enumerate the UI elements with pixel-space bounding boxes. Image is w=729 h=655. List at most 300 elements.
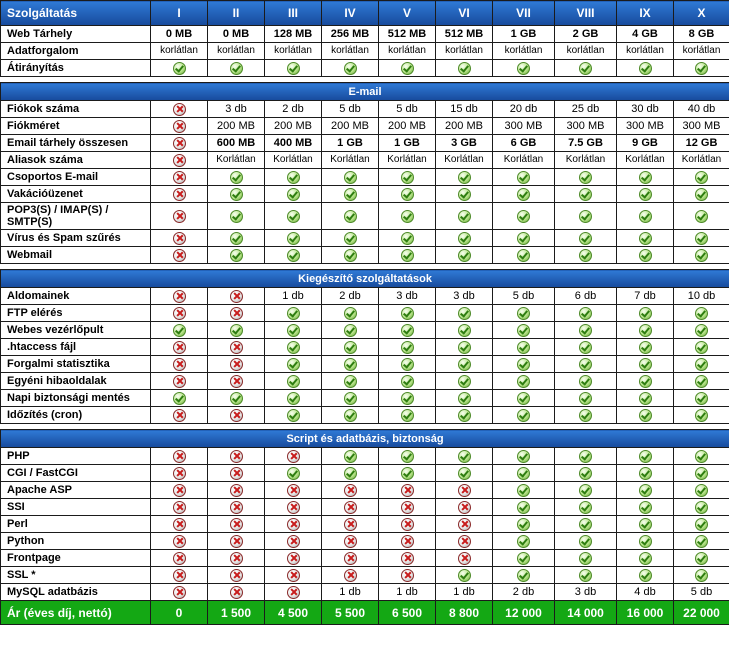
row-label: MySQL adatbázis (1, 584, 151, 601)
cell (493, 203, 555, 230)
cross-icon (401, 535, 414, 548)
cell (674, 356, 729, 373)
cell: 1 GB (379, 135, 436, 152)
check-icon (695, 171, 708, 184)
check-icon (579, 409, 592, 422)
price-cell: 16 000 (617, 601, 674, 625)
cell (493, 247, 555, 264)
cell (322, 550, 379, 567)
table-row (1, 407, 729, 424)
check-icon (639, 518, 652, 531)
cell (151, 288, 208, 305)
cell (151, 135, 208, 152)
table-row (1, 465, 729, 482)
cell (493, 390, 555, 407)
cell (208, 584, 265, 601)
cell (151, 186, 208, 203)
cell (555, 356, 617, 373)
cell (151, 499, 208, 516)
check-icon (517, 171, 530, 184)
price-cell: 4 500 (265, 601, 322, 625)
cell (436, 465, 493, 482)
cell (265, 203, 322, 230)
check-icon (173, 392, 186, 405)
cell (617, 407, 674, 424)
cell (208, 407, 265, 424)
cell (555, 499, 617, 516)
check-icon (639, 535, 652, 548)
check-icon (695, 62, 708, 75)
cell (617, 448, 674, 465)
cell (322, 186, 379, 203)
cell (379, 567, 436, 584)
cell (674, 60, 729, 77)
cell (493, 322, 555, 339)
cell (555, 533, 617, 550)
cell (151, 390, 208, 407)
cell (493, 339, 555, 356)
section-header (1, 270, 729, 288)
cell (555, 305, 617, 322)
row-label: Python (1, 533, 151, 550)
cross-icon (173, 171, 186, 184)
cross-icon (173, 232, 186, 245)
cell (617, 247, 674, 264)
check-icon (230, 62, 243, 75)
cell (151, 465, 208, 482)
cell (674, 407, 729, 424)
check-icon (579, 552, 592, 565)
check-icon (287, 188, 300, 201)
cell: 20 db (493, 101, 555, 118)
check-icon (695, 358, 708, 371)
check-icon (579, 501, 592, 514)
check-icon (401, 232, 414, 245)
check-icon (579, 375, 592, 388)
cell (436, 305, 493, 322)
cell (265, 373, 322, 390)
cell (151, 373, 208, 390)
check-icon (287, 232, 300, 245)
cell (151, 482, 208, 499)
cell: 128 MB (265, 26, 322, 43)
cell (151, 533, 208, 550)
table-row (1, 186, 729, 203)
cell (674, 339, 729, 356)
check-icon (458, 171, 471, 184)
check-icon (579, 518, 592, 531)
cell (555, 169, 617, 186)
cell (674, 322, 729, 339)
cell (436, 247, 493, 264)
cell (265, 482, 322, 499)
row-label: Vírus és Spam szűrés (1, 230, 151, 247)
cell (555, 339, 617, 356)
check-icon (287, 62, 300, 75)
check-icon (695, 501, 708, 514)
cell (379, 339, 436, 356)
check-icon (517, 409, 530, 422)
cell (617, 390, 674, 407)
cell: korlátlan (208, 43, 265, 60)
check-icon (287, 341, 300, 354)
check-icon (230, 188, 243, 201)
row-label: Apache ASP (1, 482, 151, 499)
price-cell: 1 500 (208, 601, 265, 625)
cell (208, 339, 265, 356)
check-icon (458, 375, 471, 388)
cell (208, 356, 265, 373)
price-cell: 22 000 (674, 601, 729, 625)
check-icon (344, 467, 357, 480)
cross-icon (287, 586, 300, 599)
check-icon (344, 324, 357, 337)
header-row (1, 1, 729, 26)
table-row (1, 339, 729, 356)
cross-icon (401, 518, 414, 531)
cell: korlátlan (493, 43, 555, 60)
cell (436, 373, 493, 390)
cell (379, 482, 436, 499)
table-row (1, 390, 729, 407)
cell (322, 407, 379, 424)
check-icon (401, 467, 414, 480)
cell: Korlátlan (555, 152, 617, 169)
cross-icon (173, 290, 186, 303)
cell (151, 169, 208, 186)
check-icon (579, 484, 592, 497)
cell: 1 db (436, 584, 493, 601)
check-icon (458, 62, 471, 75)
cell: 0 MB (208, 26, 265, 43)
cell (265, 339, 322, 356)
table-row (1, 499, 729, 516)
cross-icon (287, 552, 300, 565)
check-icon (579, 307, 592, 320)
cell (208, 550, 265, 567)
check-icon (287, 409, 300, 422)
cell (493, 305, 555, 322)
row-label: Adatforgalom (1, 43, 151, 60)
cell (265, 465, 322, 482)
check-icon (639, 171, 652, 184)
check-icon (517, 210, 530, 223)
cell (322, 390, 379, 407)
check-icon (458, 409, 471, 422)
cross-icon (230, 552, 243, 565)
cell (555, 230, 617, 247)
plan-header: VII (493, 1, 555, 26)
cross-icon (173, 518, 186, 531)
cross-icon (230, 450, 243, 463)
cell (322, 60, 379, 77)
cell (379, 230, 436, 247)
check-icon (401, 210, 414, 223)
cell (436, 203, 493, 230)
cross-icon (173, 249, 186, 262)
check-icon (579, 210, 592, 223)
cross-icon (401, 552, 414, 565)
cross-icon (230, 586, 243, 599)
row-label: Vakációüzenet (1, 186, 151, 203)
cell: 200 MB (379, 118, 436, 135)
table-row (1, 482, 729, 499)
row-label: .htaccess fájl (1, 339, 151, 356)
cell: Korlátlan (208, 152, 265, 169)
cell (265, 448, 322, 465)
cell: Korlátlan (674, 152, 729, 169)
check-icon (639, 392, 652, 405)
check-icon (401, 249, 414, 262)
cell (208, 169, 265, 186)
cross-icon (458, 518, 471, 531)
check-icon (517, 307, 530, 320)
cell (674, 169, 729, 186)
check-icon (344, 450, 357, 463)
cell (555, 516, 617, 533)
cell (379, 247, 436, 264)
row-label: SSL * (1, 567, 151, 584)
check-icon (517, 501, 530, 514)
cell (617, 186, 674, 203)
cell (493, 373, 555, 390)
check-icon (344, 210, 357, 223)
check-icon (695, 188, 708, 201)
table-row (1, 152, 729, 169)
check-icon (639, 62, 652, 75)
cell: 300 MB (674, 118, 729, 135)
check-icon (230, 171, 243, 184)
table-row (1, 305, 729, 322)
cell (436, 516, 493, 533)
check-icon (579, 358, 592, 371)
check-icon (458, 341, 471, 354)
cell (265, 186, 322, 203)
price-cell: 5 500 (322, 601, 379, 625)
cell: korlátlan (151, 43, 208, 60)
cell (493, 499, 555, 516)
cell: 3 db (436, 288, 493, 305)
cell (674, 465, 729, 482)
cell (379, 203, 436, 230)
cell (322, 247, 379, 264)
check-icon (287, 249, 300, 262)
cell (208, 322, 265, 339)
check-icon (517, 188, 530, 201)
cross-icon (401, 484, 414, 497)
cell (617, 169, 674, 186)
cell (436, 169, 493, 186)
cell (265, 390, 322, 407)
cell (379, 550, 436, 567)
cell (322, 169, 379, 186)
cell (617, 230, 674, 247)
cell (555, 60, 617, 77)
cell (322, 499, 379, 516)
cell (379, 448, 436, 465)
check-icon (230, 392, 243, 405)
table-row (1, 288, 729, 305)
cell: 600 MB (208, 135, 265, 152)
cell (151, 118, 208, 135)
check-icon (344, 62, 357, 75)
cell (265, 550, 322, 567)
section-title: Script és adatbázis, biztonság (1, 430, 729, 448)
check-icon (579, 249, 592, 262)
cross-icon (173, 409, 186, 422)
cross-icon (230, 358, 243, 371)
price-cell: 12 000 (493, 601, 555, 625)
check-icon (579, 62, 592, 75)
cell: Korlátlan (379, 152, 436, 169)
cell (151, 567, 208, 584)
plan-header: IX (617, 1, 674, 26)
cell: 8 GB (674, 26, 729, 43)
cell: 2 db (322, 288, 379, 305)
cell (151, 152, 208, 169)
check-icon (517, 232, 530, 245)
cell (617, 516, 674, 533)
cell (379, 322, 436, 339)
cross-icon (173, 307, 186, 320)
cell (617, 60, 674, 77)
plan-header: V (379, 1, 436, 26)
cell: 1 GB (493, 26, 555, 43)
check-icon (517, 249, 530, 262)
cell: 256 MB (322, 26, 379, 43)
check-icon (287, 392, 300, 405)
check-icon (458, 467, 471, 480)
cell (379, 516, 436, 533)
cell (555, 247, 617, 264)
cell (208, 373, 265, 390)
table-row (1, 203, 729, 230)
cell (379, 465, 436, 482)
cell (151, 407, 208, 424)
cell (617, 482, 674, 499)
check-icon (639, 232, 652, 245)
cell: 1 GB (322, 135, 379, 152)
row-label: Aliasok száma (1, 152, 151, 169)
check-icon (695, 569, 708, 582)
cell (151, 516, 208, 533)
cross-icon (173, 154, 186, 167)
table-row (1, 60, 729, 77)
check-icon (230, 324, 243, 337)
row-label: Fiókok száma (1, 101, 151, 118)
price-row (1, 601, 729, 625)
row-label: Fiókméret (1, 118, 151, 135)
cell (555, 550, 617, 567)
table-row (1, 373, 729, 390)
price-cell: 6 500 (379, 601, 436, 625)
cell: korlátlan (617, 43, 674, 60)
cell (265, 247, 322, 264)
check-icon (579, 171, 592, 184)
cell (151, 60, 208, 77)
cross-icon (173, 450, 186, 463)
cell (555, 186, 617, 203)
check-icon (639, 569, 652, 582)
cell: 300 MB (617, 118, 674, 135)
cell (555, 322, 617, 339)
row-label: CGI / FastCGI (1, 465, 151, 482)
check-icon (517, 324, 530, 337)
check-icon (639, 358, 652, 371)
check-icon (695, 552, 708, 565)
cross-icon (173, 586, 186, 599)
cross-icon (230, 518, 243, 531)
cell: 40 db (674, 101, 729, 118)
check-icon (695, 210, 708, 223)
cell: 10 db (674, 288, 729, 305)
cell: 1 db (322, 584, 379, 601)
cell (379, 390, 436, 407)
check-icon (517, 569, 530, 582)
plan-header: X (674, 1, 729, 26)
check-icon (458, 188, 471, 201)
table-row (1, 448, 729, 465)
cell (493, 230, 555, 247)
cell: 2 db (493, 584, 555, 601)
check-icon (230, 210, 243, 223)
cell (493, 356, 555, 373)
table-row (1, 26, 729, 43)
check-icon (344, 307, 357, 320)
cross-icon (287, 569, 300, 582)
table-row (1, 230, 729, 247)
cell (322, 230, 379, 247)
check-icon (458, 569, 471, 582)
cell: korlátlan (265, 43, 322, 60)
cell (617, 550, 674, 567)
cell (436, 533, 493, 550)
cross-icon (401, 501, 414, 514)
cross-icon (230, 341, 243, 354)
cross-icon (173, 188, 186, 201)
table-row (1, 584, 729, 601)
cell (208, 186, 265, 203)
cell (322, 373, 379, 390)
cell (555, 448, 617, 465)
cross-icon (230, 501, 243, 514)
cell (493, 186, 555, 203)
check-icon (579, 450, 592, 463)
check-icon (230, 232, 243, 245)
cross-icon (287, 450, 300, 463)
plan-header: I (151, 1, 208, 26)
row-label: Forgalmi statisztika (1, 356, 151, 373)
check-icon (695, 392, 708, 405)
cross-icon (230, 467, 243, 480)
row-label: Web Tárhely (1, 26, 151, 43)
cross-icon (230, 535, 243, 548)
cross-icon (458, 484, 471, 497)
cell (151, 356, 208, 373)
check-icon (458, 210, 471, 223)
cell (555, 390, 617, 407)
cell (493, 169, 555, 186)
row-label: SSI (1, 499, 151, 516)
cell: 3 db (208, 101, 265, 118)
plan-header: IV (322, 1, 379, 26)
check-icon (344, 375, 357, 388)
table-row (1, 567, 729, 584)
check-icon (287, 210, 300, 223)
check-icon (517, 450, 530, 463)
cross-icon (230, 569, 243, 582)
check-icon (639, 188, 652, 201)
